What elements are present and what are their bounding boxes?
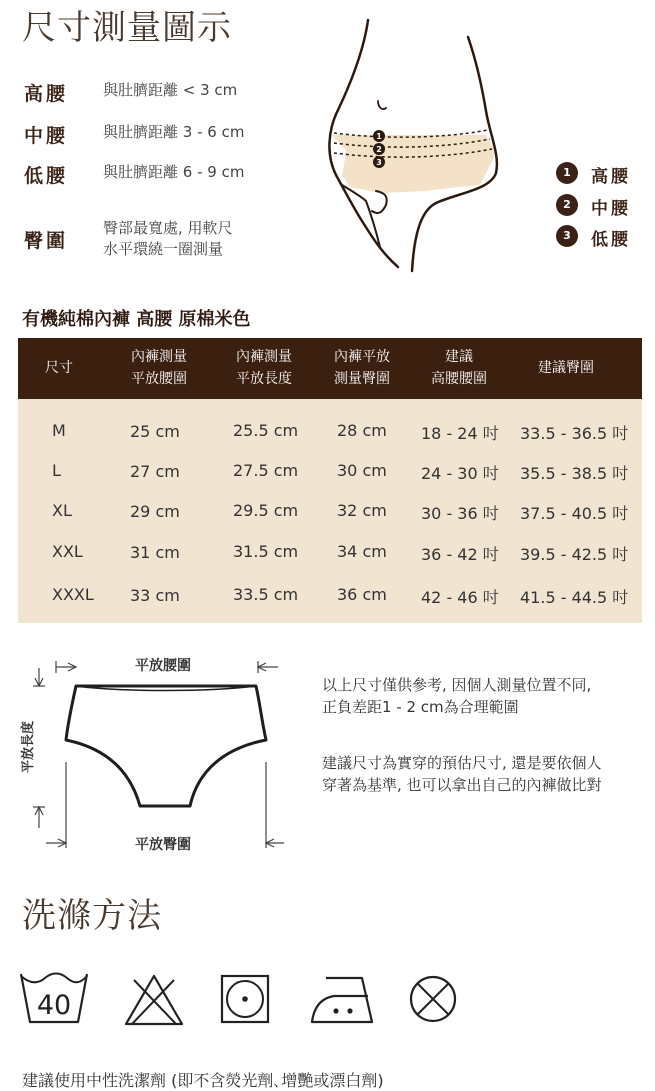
table-cell: 33.5 cm: [233, 585, 299, 604]
table-cell: XXL: [52, 542, 83, 561]
definition-desc-high-waist: 與肚臍距離 < 3 cm: [103, 81, 238, 99]
header-hip-line1: 內褲平放: [334, 349, 390, 365]
header-length-line1: 內褲測量: [236, 349, 292, 365]
wash-temp-text: 40: [36, 990, 72, 1021]
table-cell: 33 cm: [130, 586, 180, 605]
table-cell: XXXL: [52, 585, 94, 604]
flat-measurement-diagram: [20, 652, 290, 857]
flat-waist-label: 平放腰圍: [135, 658, 191, 674]
legend-label-low-waist: 低腰: [591, 230, 631, 250]
legend-label-mid-waist: 中腰: [591, 199, 631, 219]
table-cell: 30 - 36 吋: [421, 504, 499, 523]
table-cell: 34 cm: [337, 542, 387, 561]
marker-1: 1: [376, 132, 382, 141]
table-cell: 31 cm: [130, 543, 180, 562]
header-size: 尺寸: [45, 360, 73, 376]
legend-number-3: 3: [556, 225, 578, 247]
table-cell: 25.5 cm: [233, 421, 299, 440]
table-cell: 18 - 24 吋: [421, 424, 499, 443]
table-cell: XL: [52, 501, 72, 520]
definition-term-hip: 臀圍: [24, 230, 69, 252]
marker-3: 3: [376, 158, 382, 167]
no-bleach-icon: [122, 972, 186, 1028]
note-1-line-1: 以上尺寸僅供參考, 因個人測量位置不同,: [322, 676, 592, 694]
flat-length-label: 平放長度: [21, 720, 36, 774]
header-length-line2: 平放長度: [236, 371, 292, 387]
table-cell: 27 cm: [130, 462, 180, 481]
legend-label-high-waist: 高腰: [591, 167, 631, 187]
marker-2: 2: [376, 145, 382, 154]
definition-desc-hip-line2: 水平環繞一圈測量: [103, 240, 224, 258]
definition-term-high-waist: 高腰: [24, 83, 69, 105]
table-cell: 37.5 - 40.5 吋: [520, 504, 629, 523]
definition-desc-mid-waist: 與肚臍距離 3 - 6 cm: [103, 123, 245, 141]
definition-desc-low-waist: 與肚臍距離 6 - 9 cm: [103, 163, 245, 181]
note-2-line-2: 穿著為基準, 也可以拿出自己的內褲做比對: [322, 776, 602, 794]
table-cell: 29.5 cm: [233, 501, 299, 520]
table-cell: 41.5 - 44.5 吋: [520, 588, 629, 607]
size-table-body: [18, 399, 642, 623]
table-cell: 28 cm: [337, 421, 387, 440]
wash-40-icon: [18, 970, 90, 1026]
care-section-title: 洗滌方法: [22, 896, 162, 936]
table-cell: 39.5 - 42.5 吋: [520, 545, 629, 564]
care-note: 建議使用中性洗潔劑 (即不含熒光劑､增艷或漂白劑): [22, 1071, 384, 1090]
note-2-line-1: 建議尺寸為實穿的預估尺寸, 還是要依個人: [322, 754, 602, 772]
header-hip-line2: 測量臀圍: [334, 371, 390, 387]
table-cell: 30 cm: [337, 461, 387, 480]
table-cell: 24 - 30 吋: [421, 464, 499, 483]
table-cell: 36 cm: [337, 585, 387, 604]
body-measurement-illustration: [320, 15, 510, 280]
definition-term-low-waist: 低腰: [24, 165, 69, 187]
product-title: 有機純棉內褲 高腰 原棉米色: [22, 309, 251, 330]
size-table-header: [18, 338, 642, 399]
legend-number-1: 1: [556, 162, 578, 184]
definition-term-mid-waist: 中腰: [24, 125, 69, 147]
table-cell: M: [52, 421, 66, 440]
table-cell: 29 cm: [130, 502, 180, 521]
header-waist-line2: 平放腰圍: [131, 371, 187, 387]
size-section-title: 尺寸測量圖示: [22, 8, 232, 48]
header-rec-waist-line1: 建議: [445, 349, 473, 365]
table-cell: 33.5 - 36.5 吋: [520, 424, 629, 443]
table-cell: 42 - 46 吋: [421, 588, 499, 607]
table-cell: L: [52, 461, 61, 480]
definition-desc-hip-line1: 臀部最寬處, 用軟尺: [103, 219, 233, 237]
iron-medium-icon: [308, 974, 380, 1026]
legend-number-2: 2: [556, 194, 578, 216]
table-cell: 27.5 cm: [233, 461, 299, 480]
tumble-dry-icon: [220, 974, 272, 1026]
table-cell: 31.5 cm: [233, 542, 299, 561]
table-cell: 35.5 - 38.5 吋: [520, 464, 629, 483]
note-1-line-2: 正負差距1 - 2 cm為合理範圍: [322, 698, 519, 716]
table-cell: 25 cm: [130, 422, 180, 441]
table-cell: 32 cm: [337, 501, 387, 520]
header-waist-line1: 內褲測量: [131, 349, 187, 365]
flat-hip-label: 平放臀圍: [135, 837, 191, 853]
header-rec-hip: 建議臀圍: [538, 360, 594, 376]
header-rec-waist-line2: 高腰腰圍: [431, 371, 487, 387]
table-cell: 36 - 42 吋: [421, 545, 499, 564]
no-dry-clean-icon: [408, 974, 460, 1026]
